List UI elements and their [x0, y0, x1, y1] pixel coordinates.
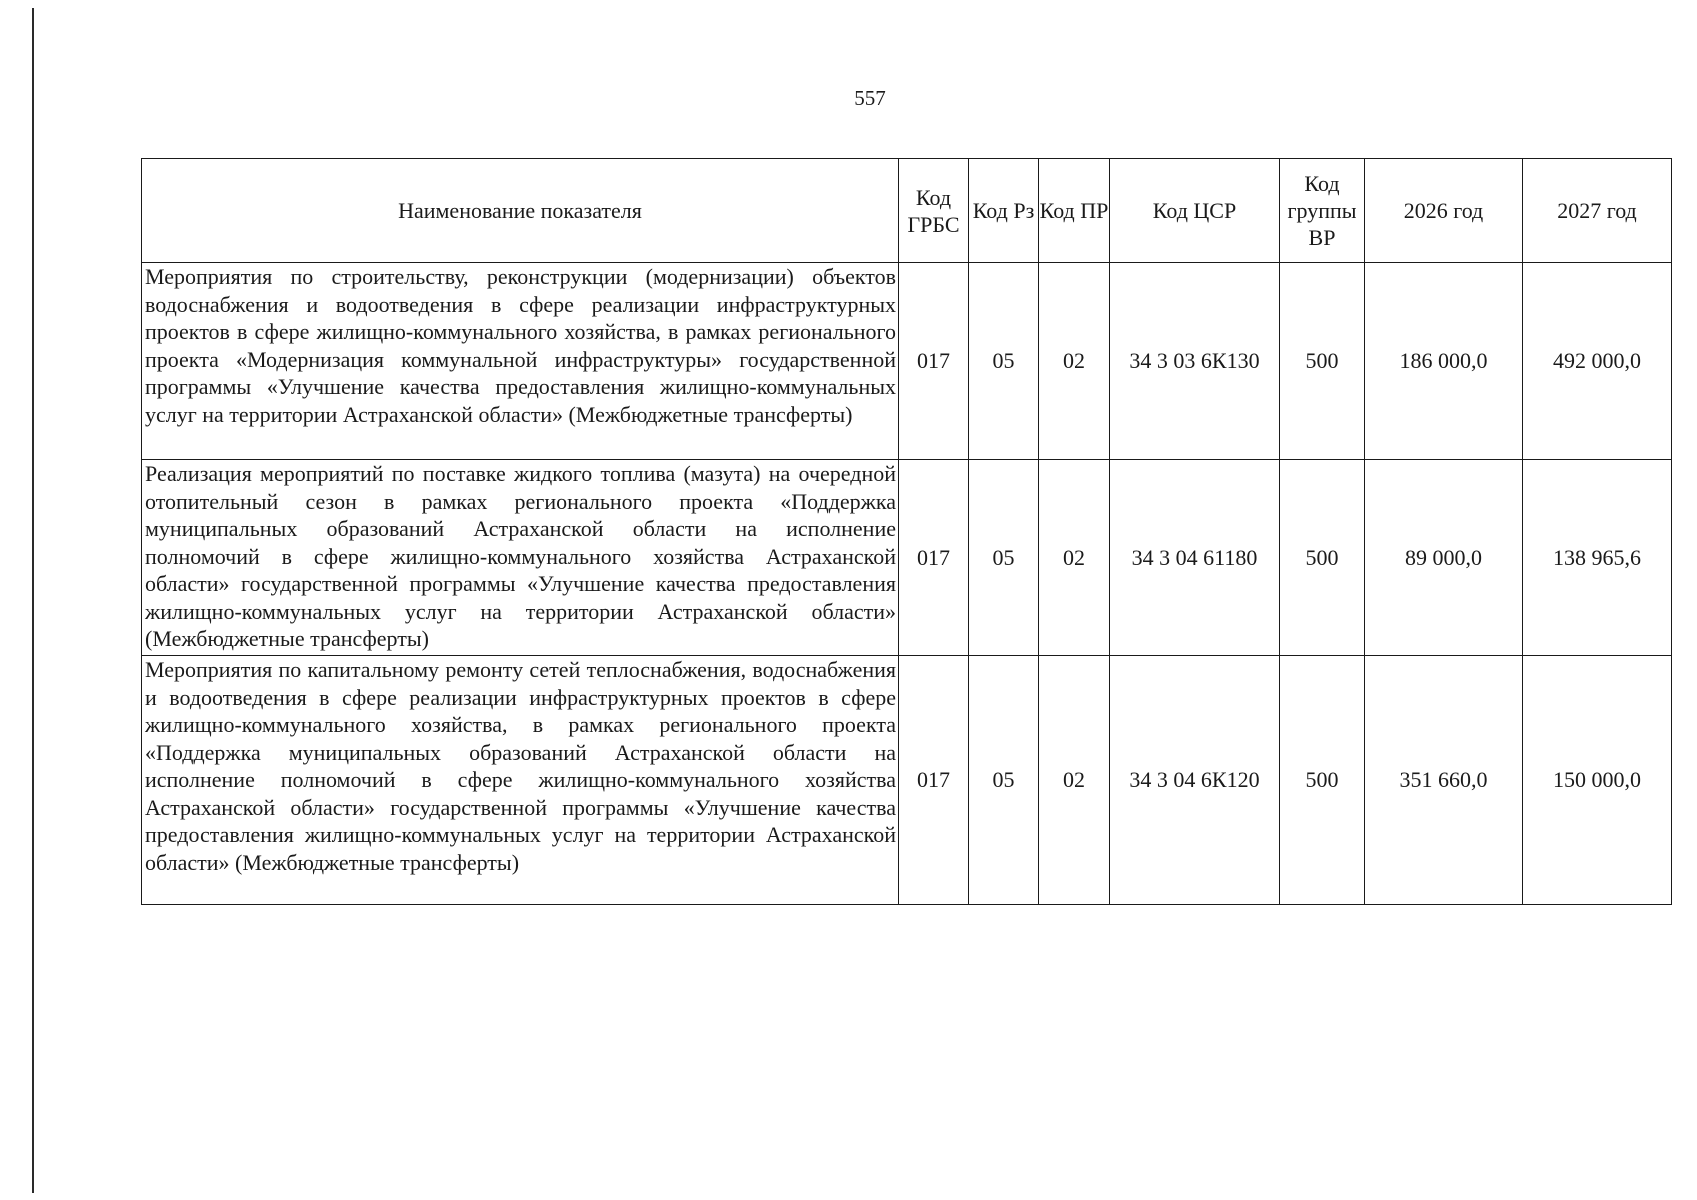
- cell-grbs: 017: [899, 263, 969, 460]
- cell-rz: 05: [969, 656, 1039, 905]
- cell-grbs: 017: [899, 656, 969, 905]
- header-vr: Код группы ВР: [1280, 159, 1365, 263]
- cell-name: Мероприятия по капитальному ремонту сетей теплоснабжения, водоснабжения и водоотведения в сфере реализации инфраструктурных проектов в сфере жилищно-коммунального хозяйства, в рамках регионального проекта «Поддержка муниципальных образований Астраханской области на исполнение полномочий в сфере жилищно-коммунального хозяйства Астраханской области» государственной программы «Улучшение качества предоставления жилищно-коммунальных услуг на территории Астраханской области» (Межбюджетные трансферты): [142, 656, 899, 905]
- cell-csr: 34 3 03 6К130: [1110, 263, 1280, 460]
- header-rz: Код Рз: [969, 159, 1039, 263]
- cell-2026: 186 000,0: [1365, 263, 1523, 460]
- header-name: Наименование показателя: [142, 159, 899, 263]
- cell-vr: 500: [1280, 263, 1365, 460]
- cell-pr: 02: [1039, 460, 1110, 656]
- cell-2027: 138 965,6: [1523, 460, 1672, 656]
- table-row: [142, 656, 1672, 905]
- cell-rz: 05: [969, 460, 1039, 656]
- header-pr: Код ПР: [1039, 159, 1110, 263]
- cell-name: Мероприятия по строительству, реконструкции (модернизации) объектов водоснабжения и водоотведения в сфере реализации инфраструктурных проектов в сфере жилищно-коммунального хозяйства, в рамках регионального проекта «Модернизация коммунальной инфраструктуры» государственной программы «Улучшение качества предоставления жилищно-коммунальных услуг на территории Астраханской области» (Межбюджетные трансферты): [142, 263, 899, 460]
- cell-pr: 02: [1039, 656, 1110, 905]
- page-number: 557: [854, 86, 886, 110]
- table-header-row: [142, 159, 1672, 263]
- header-2027: 2027 год: [1523, 159, 1672, 263]
- cell-2027: 492 000,0: [1523, 263, 1672, 460]
- table-row: [142, 460, 1672, 656]
- cell-rz: 05: [969, 263, 1039, 460]
- header-2026: 2026 год: [1365, 159, 1523, 263]
- cell-grbs: 017: [899, 460, 969, 656]
- cell-pr: 02: [1039, 263, 1110, 460]
- cell-csr: 34 3 04 6К120: [1110, 656, 1280, 905]
- budget-table: [141, 158, 1672, 905]
- budget-table-container: [141, 158, 1671, 905]
- binding-margin-line: [32, 8, 34, 1193]
- cell-name: Реализация мероприятий по поставке жидкого топлива (мазута) на очередной отопительный сезон в рамках регионального проекта «Поддержка муниципальных образований Астраханской области на исполнение полномочий в сфере жилищно-коммунального хозяйства Астраханской области» государственной программы «Улучшение качества предоставления жилищно-коммунальных услуг на территории Астраханской области» (Межбюджетные трансферты): [142, 460, 899, 656]
- cell-2026: 351 660,0: [1365, 656, 1523, 905]
- table-row: [142, 263, 1672, 460]
- cell-csr: 34 3 04 61180: [1110, 460, 1280, 656]
- cell-vr: 500: [1280, 460, 1365, 656]
- header-csr: Код ЦСР: [1110, 159, 1280, 263]
- cell-2027: 150 000,0: [1523, 656, 1672, 905]
- header-grbs: Код ГРБС: [899, 159, 969, 263]
- cell-vr: 500: [1280, 656, 1365, 905]
- cell-2026: 89 000,0: [1365, 460, 1523, 656]
